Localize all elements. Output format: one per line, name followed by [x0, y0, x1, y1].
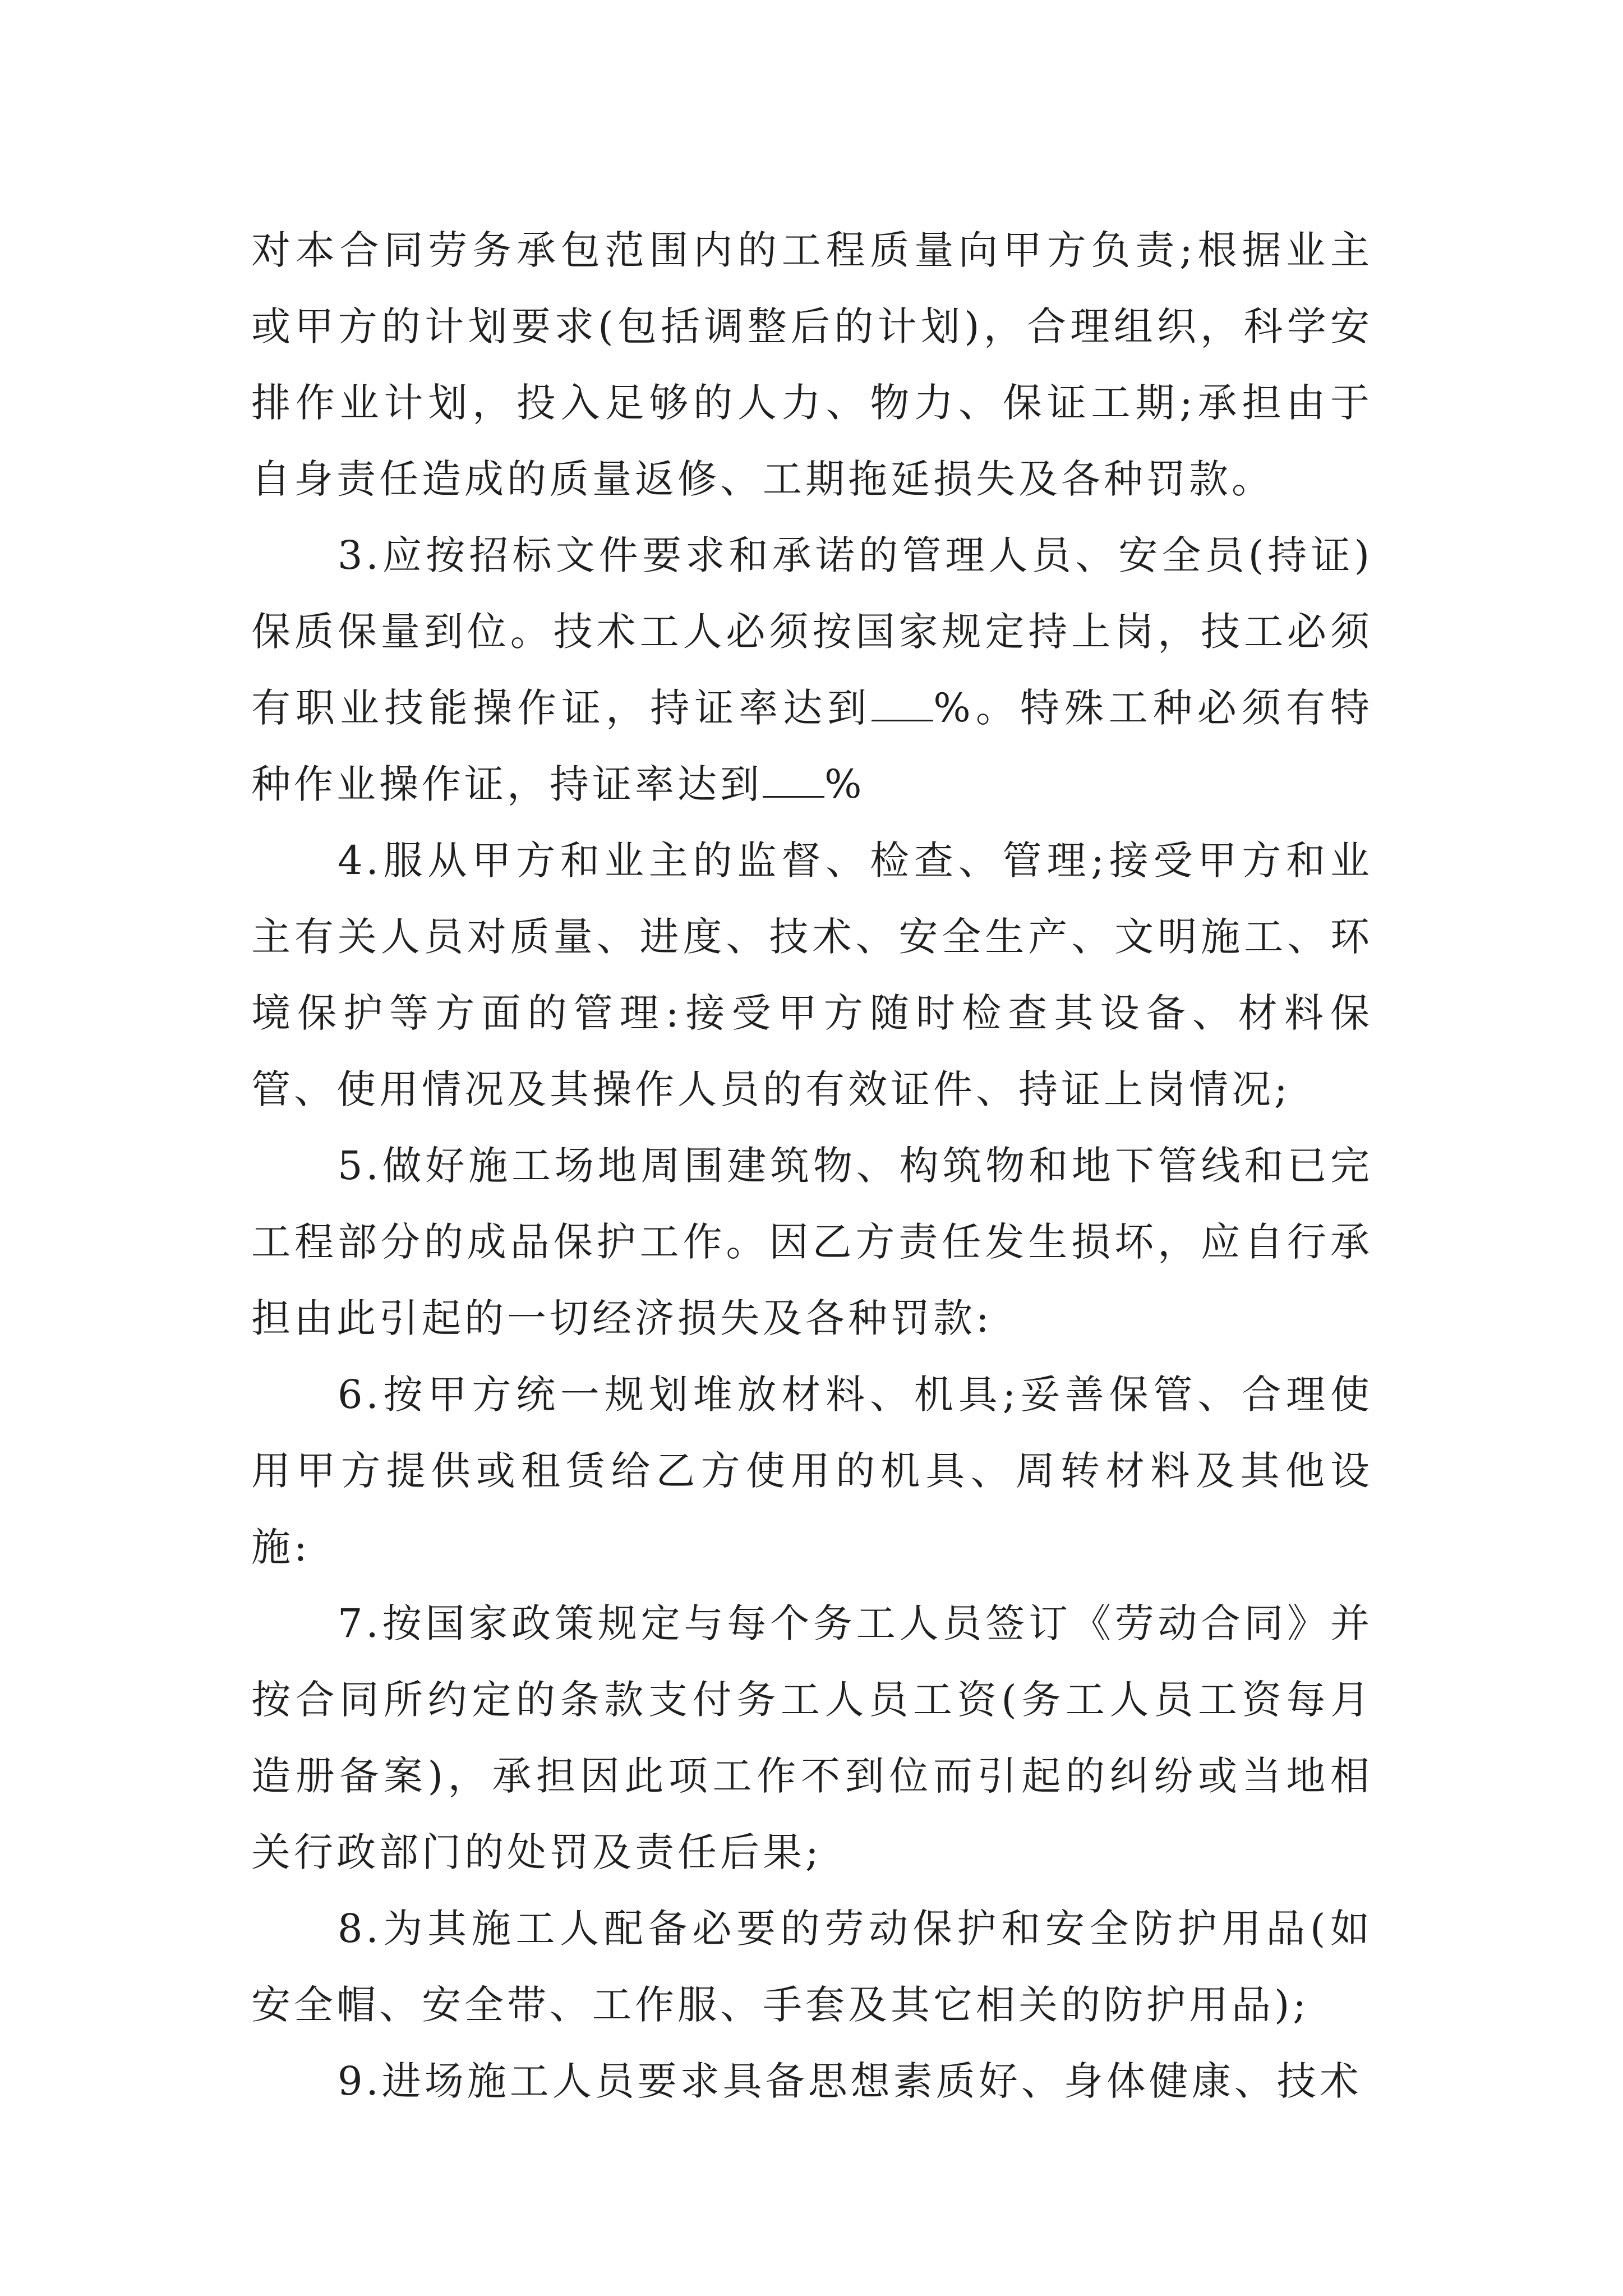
- fill-in-blank-special-worker-rate: [763, 762, 824, 798]
- paragraph-quality-responsibility: 对本合同劳务承包范围内的工程质量向甲方负责;根据业主或甲方的计划要求(包括调整后的计划)，合理组织，科学安排作业计划，投入足够的人力、物力、保证工期;承担由于自身责任造成的质量返修、工期拖延损失及各种罚款。: [251, 227, 1373, 502]
- paragraph-item-9: 9.进场施工人员要求具备思想素质好、身体健康、技术: [338, 2058, 1362, 2104]
- paragraph-item-3-text-c: %: [824, 761, 865, 807]
- paragraph-item-3: [251, 517, 1373, 822]
- paragraph-item-5: 5.做好施工场地周围建筑物、构筑物和地下管线和已完工程部分的成品保护工作。因乙方责任发生损坏，应自行承担由此引起的一切经济损失及各种罚款:: [251, 1143, 1373, 1341]
- fill-in-blank-technician-rate: [872, 686, 933, 721]
- paragraph-item-7: 7.按国家政策规定与每个务工人员签订《劳动合同》并按合同所约定的条款支付务工人员工资(务工人员工资每月造册备案)，承担因此项工作不到位而引起的纠纷或当地相关行政部门的处罚及责任后果;: [251, 1600, 1373, 1875]
- paragraph-item-4: 4.服从甲方和业主的监督、检查、管理;接受甲方和业主有关人员对质量、进度、技术、安全生产、文明施工、环境保护等方面的管理:接受甲方随时检查其设备、材料保管、使用情况及其操作人员的有效证件、持证上岗情况;: [251, 838, 1373, 1112]
- paragraph-item-3-text-b: %。特殊工种必须有特种作业操作证，持证率达到: [251, 685, 1373, 807]
- paragraph-item-3-text-a: 3.应按招标文件要求和承诺的管理人员、安全员(持证)保质保量到位。技术工人必须按国家规定持上岗，技工必须有职业技能操作证，持证率达到: [251, 532, 1373, 731]
- paragraph-item-8: 8.为其施工人配备必要的劳动保护和安全防护用品(如安全帽、安全带、工作服、手套及其它相关的防护用品);: [251, 1906, 1373, 2028]
- document-body: [251, 212, 1373, 2119]
- paragraph-item-6: 6.按甲方统一规划堆放材料、机具;妥善保管、合理使用甲方提供或租赁给乙方使用的机具、周转材料及其他设施:: [251, 1372, 1373, 1570]
